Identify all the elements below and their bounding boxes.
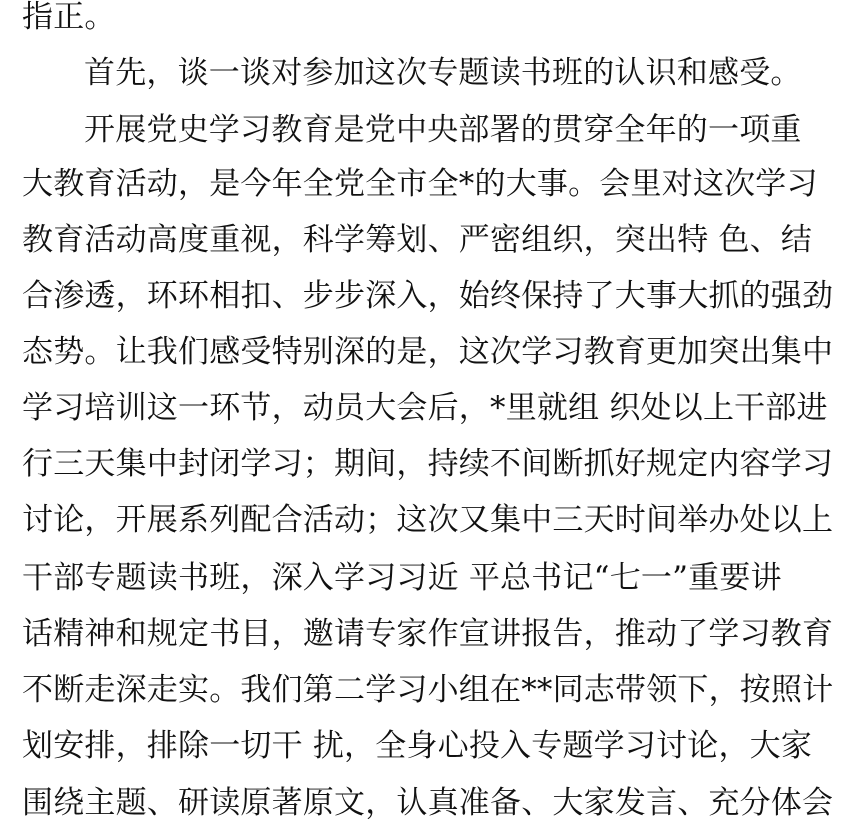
text-line: 指正。 <box>22 0 116 35</box>
text-line: 开展党史学习教育是党中央部署的贯穿全年的一项重 <box>84 112 802 148</box>
text-line: 划安排，排除一切干 扰，全身心投入专题学习讨论，大家 <box>22 728 813 764</box>
text-line: 合渗透，环环相扣、步步深入，始终保持了大事大抓的强劲 <box>22 278 834 314</box>
text-line: 行三天集中封闭学习；期间，持续不间断抓好规定内容学习 <box>22 446 834 482</box>
text-line: 学习培训这一环节，动员大会后，*里就组 织处以上干部进 <box>22 390 828 426</box>
text-line: 讨论，开展系列配合活动；这次又集中三天时间举办处以上 <box>22 502 834 538</box>
text-line: 教育活动高度重视，科学筹划、严密组织，突出特 色、结 <box>22 222 813 258</box>
text-line: 大教育活动，是今年全党全市全*的大事。会里对这次学习 <box>22 166 818 202</box>
text-line: 围绕主题、研读原著原文，认真准备、大家发言、充分体会 <box>22 785 834 821</box>
text-line: 干部专题读书班，深入学习习近 平总书记“七一”重要讲 <box>22 560 782 596</box>
text-line: 话精神和规定书目，邀请专家作宣讲报告，推动了学习教育 <box>22 616 834 652</box>
text-line: 不断走深走实。我们第二学习小组在**同志带领下，按照计 <box>22 672 834 708</box>
text-line: 首先，谈一谈对参加这次专题读书班的认识和感受。 <box>84 55 802 91</box>
text-line: 态势。让我们感受特别深的是，这次学习教育更加突出集中 <box>22 334 834 370</box>
